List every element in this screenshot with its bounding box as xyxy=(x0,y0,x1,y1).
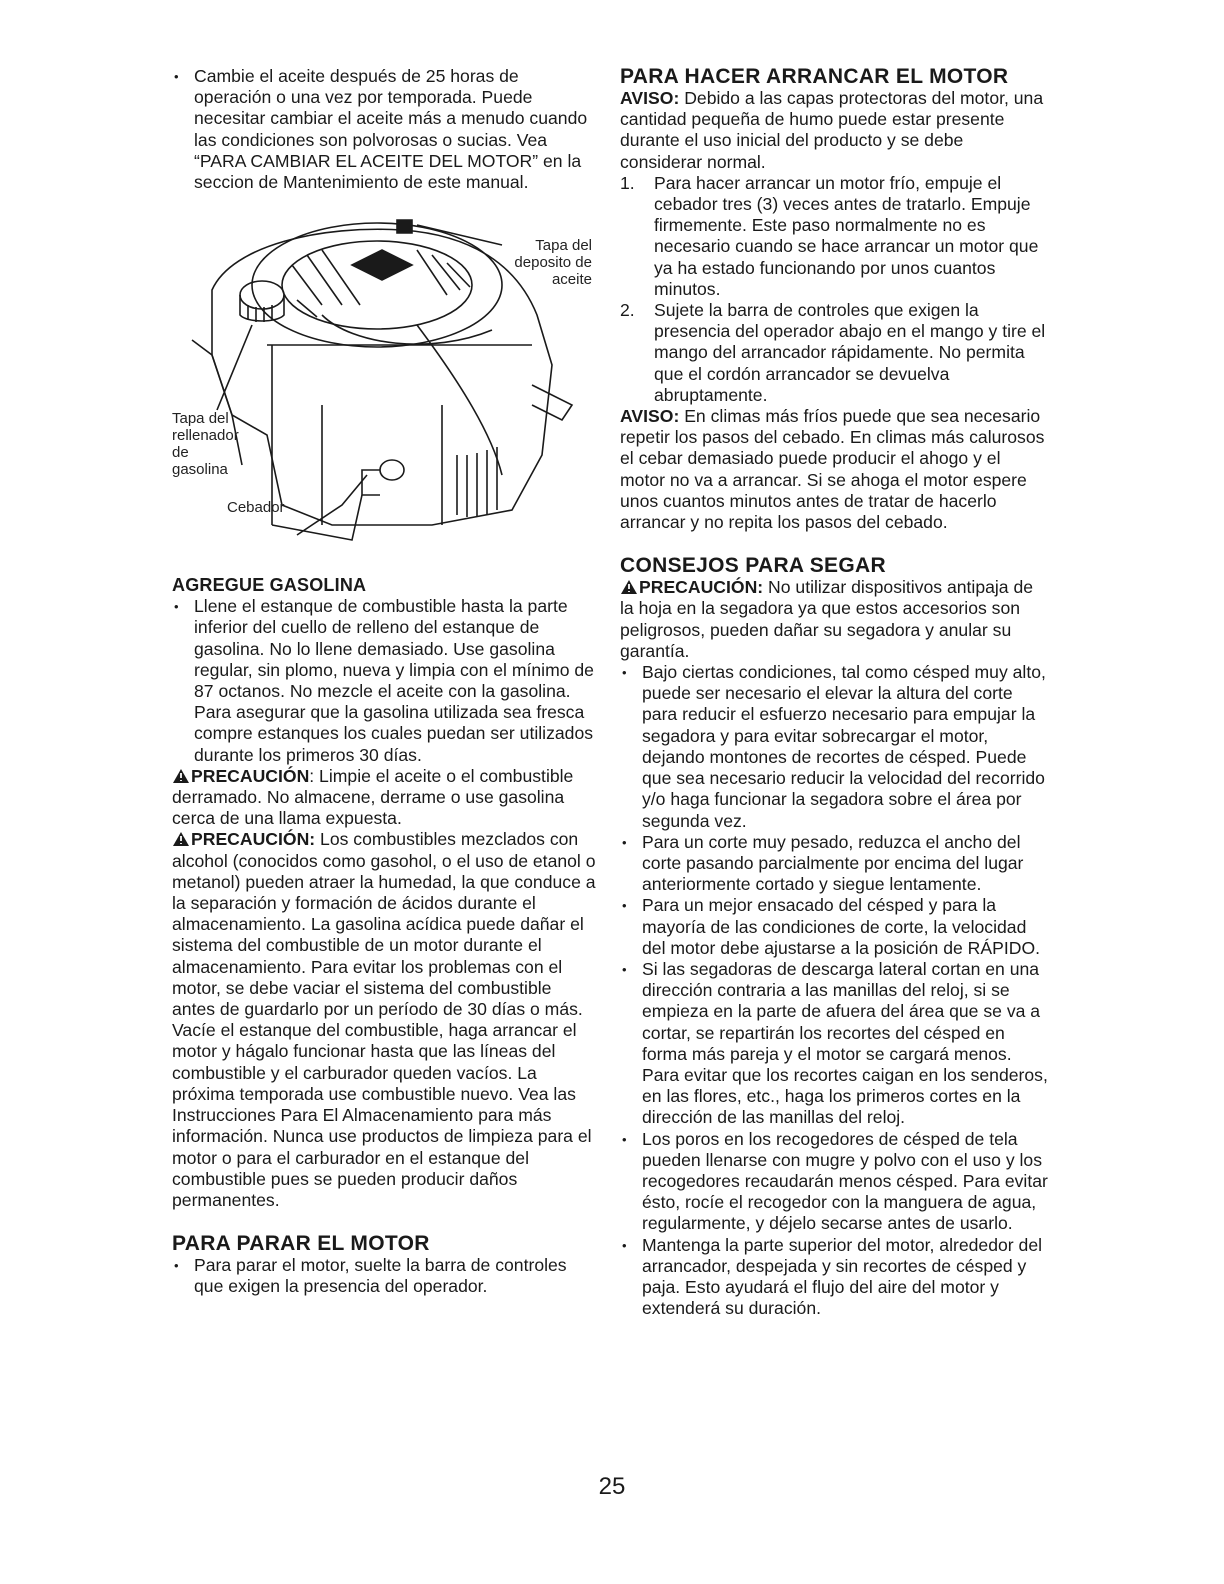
warning-triangle-icon xyxy=(172,831,190,847)
caution-spill xyxy=(172,766,597,830)
mowing-tip: • Para un mejor ensacado del césped y para la mayoría de las condiciones de corte, la velocidad del motor debe ajustarse a la posición de RÁPIDO. xyxy=(620,895,1050,959)
left-column xyxy=(172,66,597,1298)
step-text: Sujete la barra de controles que exigen la presencia del operador abajo en el mango y tire el mango del arrancador rápidamente. No permita que el cordón arrancador se devuelva abruptamente. xyxy=(654,300,1046,405)
page-number: 25 xyxy=(598,1473,626,1500)
add-fuel-heading: AGREGUE GASOLINA xyxy=(172,575,367,596)
right-column xyxy=(620,66,1050,1319)
caution-alcohol xyxy=(172,829,597,1211)
caution-label: PRECAUCIÓN xyxy=(191,765,310,786)
cold-weather-notice xyxy=(620,406,1050,533)
fuel-cap-label: Tapa del rellenador de gasolina xyxy=(172,410,239,479)
caution-text: Los combustibles mezclados con alcohol (conocidos como gasohol, o el uso de etanol o metanol) pueden atraer la humedad, la que conduce a la separación y formación de ácidos durante el almacenamiento. La gasolina acídica puede dañar el sistema del combustible de un motor durante el almacenamiento. Para evitar los problemas con el motor, se debe vaciar el sistema del combustible antes de guardarlo por un período de 30 días o más. Vacíe el estanque del combustible, haga arrancar el motor y hágalo funcionar hasta que las líneas del combustible y el carburador queden vacíos. La próxima temporada use combustible nuevo. Vea las Instrucciones Para El Almacenamiento para más información. Nunca use productos de limpieza para el motor o para el carburador en el estanque del combustible pues se pueden producir daños permanentes. xyxy=(172,829,596,1210)
mowing-caution xyxy=(620,577,1050,662)
step-number: 1. xyxy=(620,172,635,193)
stop-engine-bullet: • Para parar el motor, suelte la barra de controles que exigen la presencia del operador. xyxy=(172,1255,597,1297)
caution-label: PRECAUCIÓN: xyxy=(639,577,764,598)
mowing-tip: • Mantenga la parte superior del motor, alrededor del arrancador, despejada y sin recortes de césped y paja. Esto ayudará el flujo del aire del motor y extenderá su duración. xyxy=(620,1235,1050,1320)
mowing-tip: • Bajo ciertas condiciones, tal como césped muy alto, puede ser necesario el elevar la altura del corte para reducir el esfuerzo necesario para empujar la segadora y para evitar sobrecargar el motor, dejando montones de recortes de césped. Puede que sea necesario reducir la velocidad del recorrido y/o haga funcionar la segadora sobre el área por segunda vez. xyxy=(620,662,1050,832)
caution-text: No utilizar dispositivos antipaja de la hoja en la segadora ya que estos accesorios son peligrosos, pueden dañar su segadora y anular su garantía. xyxy=(620,577,1034,661)
warning-triangle-icon xyxy=(620,579,638,595)
mowing-tip: • Si las segadoras de descarga lateral cortan en una dirección contraria a las manillas del reloj, si se empieza en la parte de afuera del área que se va a cortar, se repartirán los recortes del césped en forma más pareja y el motor se cargará menos. Para evitar que los recortes caigan en los senderos, en las flores, etc., haga los primeros cortes en la dirección de las manillas del reloj. xyxy=(620,959,1050,1129)
mowing-tip: • Para un corte muy pesado, reduzca el ancho del corte pasando parcialmente por encima del lugar anteriormente cortado y siegue lentamente. xyxy=(620,832,1050,896)
notice-text: Debido a las capas protectoras del motor, una cantidad pequeña de humo puede estar presente durante el uso inicial del producto y se debe considerar normal. xyxy=(620,88,1044,172)
notice-text: En climas más fríos puede que sea necesario repetir los pasos del cebado. En climas más calurosos el cebar demasiado puede producir el ahogo y el motor no va a arrancar. Si se ahoga el motor espere unos cuantos minutos antes de tratar de hacerlo arrancar y no repita los pasos del cebado. xyxy=(620,406,1045,533)
oil-cap-label: Tapa del deposito de aceite xyxy=(514,237,592,289)
mowing-tip: • Los poros en los recogedores de césped de tela pueden llenarse con mugre y polvo con el uso y los recogedores recaudarán menos césped. Para evitar ésto, rocíe el recogedor con la manguera de agua, regularmente, y déjelo secarse antes de usarlo. xyxy=(620,1129,1050,1235)
mowing-tips-heading: CONSEJOS PARA SEGAR xyxy=(620,554,886,578)
start-step-1 xyxy=(620,173,1050,300)
start-notice xyxy=(620,88,1050,173)
add-fuel-bullet: • Llene el estanque de combustible hasta la parte inferior del cuello de relleno del estanque de gasolina. No lo llene demasiado. Use gasolina regular, sin plomo, nueva y limpia con el mínimo de 87 octanos. No mezcle el aceite con la gasolina. Para asegurar que la gasolina utilizada sea fresca compre estanques los cuales puedan ser utilizados durante los primeros 30 días. xyxy=(172,596,597,766)
stop-engine-heading: PARA PARAR EL MOTOR xyxy=(172,1232,430,1256)
notice-label: AVISO: xyxy=(620,406,680,427)
step-text: Para hacer arrancar un motor frío, empuje el cebador tres (3) veces antes de tratarlo. Empuje firmemente. Este paso normalmente no es necesario cuando se hace arrancar un motor que ya ha estado funcionando por unos cuantos minutos. xyxy=(654,172,1039,299)
oil-change-bullet: • Cambie el aceite después de 25 horas de operación o una vez por temporada. Puede necesitar cambiar el aceite más a menudo cuando las condiciones son polvorosas o sucias. Vea “PARA CAMBIAR EL ACEITE DEL MOTOR” en la seccion de Mantenimiento de este manual. xyxy=(172,66,597,193)
engine-figure xyxy=(172,205,602,555)
caution-text: : Limpie el aceite o el combustible derramado. No almacene, derrame o use gasolina cerca de una llama expuesta. xyxy=(172,765,574,829)
notice-label: AVISO: xyxy=(620,88,680,108)
start-step-2 xyxy=(620,300,1050,406)
caution-label: PRECAUCIÓN: xyxy=(191,829,316,850)
step-number: 2. xyxy=(620,300,635,321)
primer-label: Cebador xyxy=(227,499,285,517)
warning-triangle-icon xyxy=(172,768,190,784)
start-engine-heading: PARA HACER ARRANCAR EL MOTOR xyxy=(620,65,1009,88)
